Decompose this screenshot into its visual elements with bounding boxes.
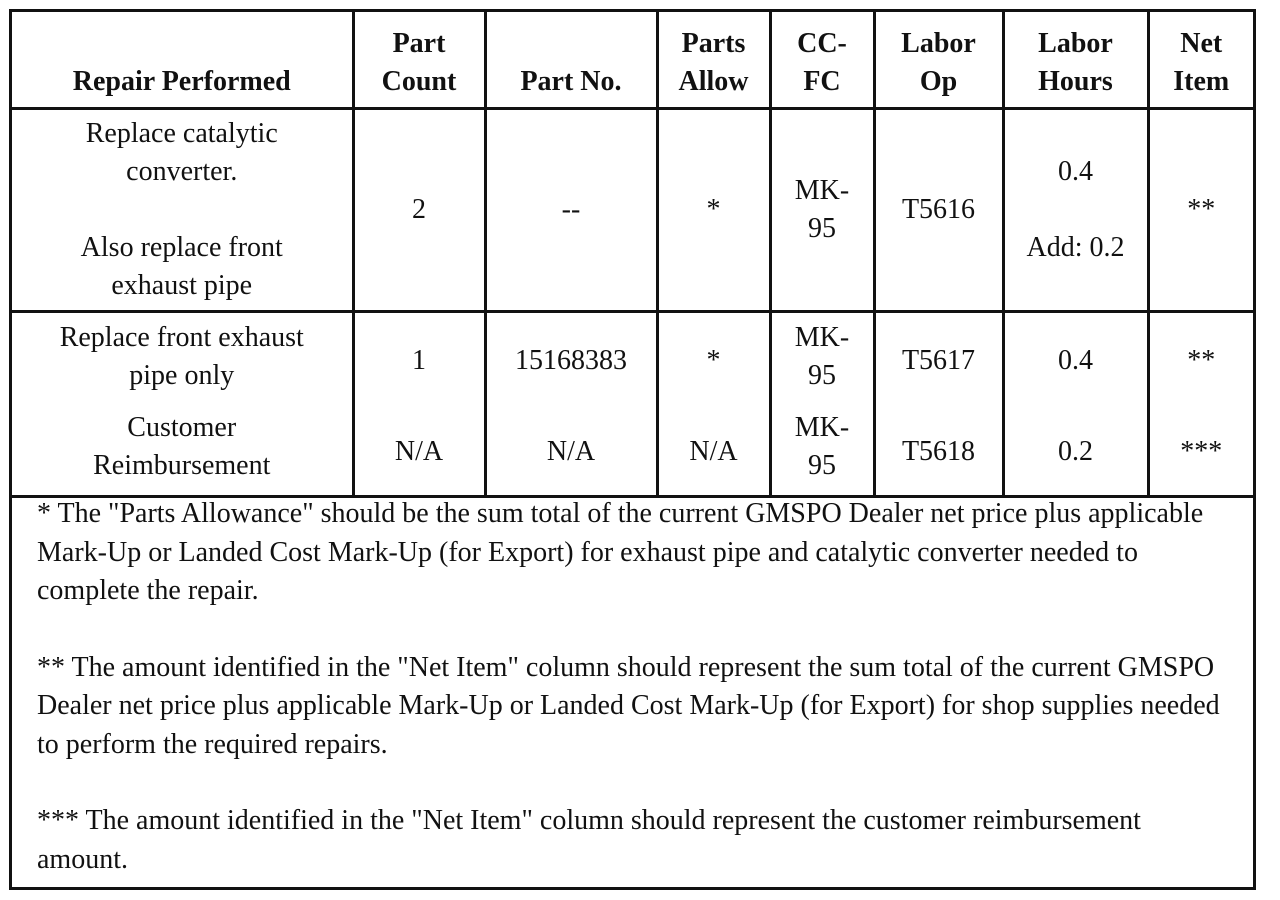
labor-op-cell: T5617 (874, 312, 1003, 410)
header-row (12, 12, 1253, 109)
repair-cell: Customer Reimbursement (12, 409, 353, 497)
net-item-cell: *** (1148, 409, 1253, 497)
labor-op-cell: T5616 (874, 109, 1003, 312)
header-repair-performed: Repair Performed (12, 12, 353, 109)
labor-op-cell: T5618 (874, 409, 1003, 497)
table-row (12, 409, 1253, 497)
labor-hours-cell: 0.4 (1003, 312, 1148, 410)
part-count-cell: 1 (353, 312, 485, 410)
parts-allow-cell: * (657, 109, 770, 312)
part-count-cell: 2 (353, 109, 485, 312)
header-parts-allow: Parts Allow (657, 12, 770, 109)
footnotes (12, 495, 1253, 879)
parts-allow-cell: N/A (657, 409, 770, 497)
header-net-item: Net Item (1148, 12, 1253, 109)
repair-table (12, 12, 1253, 498)
repair-table-frame (9, 9, 1256, 890)
repair-cell: Replace catalytic converter. Also replace front exhaust pipe (12, 109, 353, 312)
cc-fc-cell: MK- 95 (770, 109, 874, 312)
part-count-cell: N/A (353, 409, 485, 497)
header-cc-fc: CC- FC (770, 12, 874, 109)
footnote-parts-allowance: * The "Parts Allowance" should be the sum total of the current GMSPO Dealer net price plus applicable Mark-Up or Landed Cost Mark-Up (for Export) for exhaust pipe and catalytic converter needed to complete the repair. (37, 498, 1204, 606)
cc-fc-cell: MK- 95 (770, 312, 874, 410)
header-part-no: Part No. (485, 12, 657, 109)
cc-fc-cell: MK- 95 (770, 409, 874, 497)
net-item-cell: ** (1187, 345, 1216, 376)
parts-allow-cell: * (657, 312, 770, 410)
part-no-cell: -- (485, 109, 657, 312)
part-no-cell: 15168383 (485, 312, 657, 410)
repair-cell: Replace front exhaust pipe only (12, 312, 353, 410)
labor-hours-cell: 0.4 Add: 0.2 (1003, 109, 1148, 312)
labor-hours-cell: 0.2 (1003, 409, 1148, 497)
table-row (12, 312, 1253, 410)
footnote-customer-reimbursement: *** The amount identified in the "Net Item" column should represent the customer reimbursement amount. (37, 805, 1141, 875)
header-labor-hours: Labor Hours (1003, 12, 1148, 109)
part-no-cell: N/A (485, 409, 657, 497)
net-item-cell: ** (1148, 109, 1253, 312)
header-part-count: Part Count (353, 12, 485, 109)
table-row (12, 109, 1253, 312)
header-labor-op: Labor Op (874, 12, 1003, 109)
footnote-net-item: ** The amount identified in the "Net Item" column should represent the sum total of the current GMSPO Dealer net price plus applicable Mark-Up or Landed Cost Mark-Up (for Export) for shop supplies needed to perform the required repairs. (37, 651, 1220, 760)
